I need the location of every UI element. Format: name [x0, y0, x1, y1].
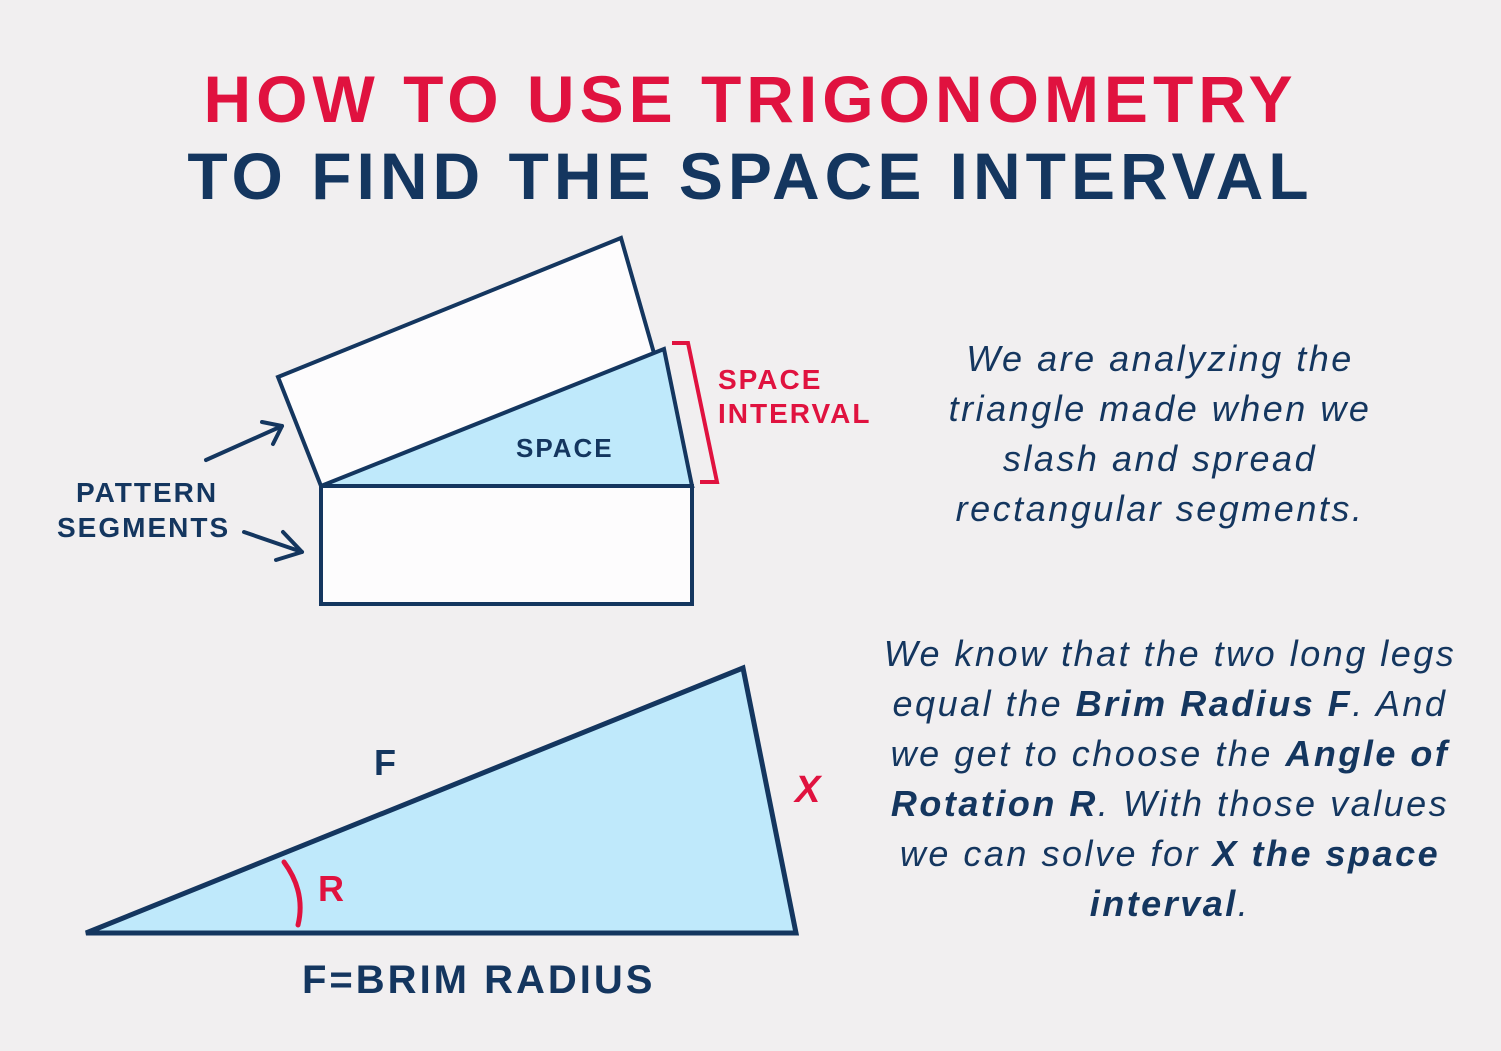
paragraph-2-text-2: . And we get to choose the [890, 683, 1448, 774]
paragraph-2-text-3: . With those values we can solve for [899, 783, 1450, 874]
paragraph-2-text-4: . [1237, 883, 1251, 924]
space-interval-label-line-1: SPACE [718, 364, 823, 395]
space-interval-label-line-2: INTERVAL [718, 398, 872, 429]
space-triangle [86, 668, 796, 933]
paragraph-2-bold-1: Brim Radius F [1075, 683, 1353, 724]
paragraph-2-bold-2: Angle of Rotation R [890, 733, 1450, 824]
paragraph-2-bold-3: X the space interval [1089, 833, 1441, 924]
pattern-segments-label-line-1: PATTERN [76, 477, 219, 508]
arrow-to-upper-segment-icon [206, 422, 282, 460]
space-label: SPACE [516, 433, 614, 463]
title-line-1: HOW TO USE TRIGONOMETRY [203, 62, 1298, 136]
side-label-f: F [374, 742, 396, 783]
pattern-segments-label-line-2: SEGMENTS [57, 512, 231, 543]
paragraph-2-text-1: We know that the two long legs equal the [883, 633, 1457, 724]
title-line-2: TO FIND THE SPACE INTERVAL [187, 139, 1314, 213]
brim-radius-caption: F=BRIM RADIUS [302, 958, 656, 1002]
side-label-x: X [795, 769, 821, 811]
angle-label-r: R [318, 868, 344, 909]
arrow-to-lower-segment-icon [244, 532, 302, 560]
lower-pattern-segment [321, 486, 692, 604]
explanation-paragraph-1: We are analyzing the triangle made when we slash and spread rectangular segments. [948, 338, 1372, 529]
explanation-paragraph-2 [880, 629, 1460, 929]
